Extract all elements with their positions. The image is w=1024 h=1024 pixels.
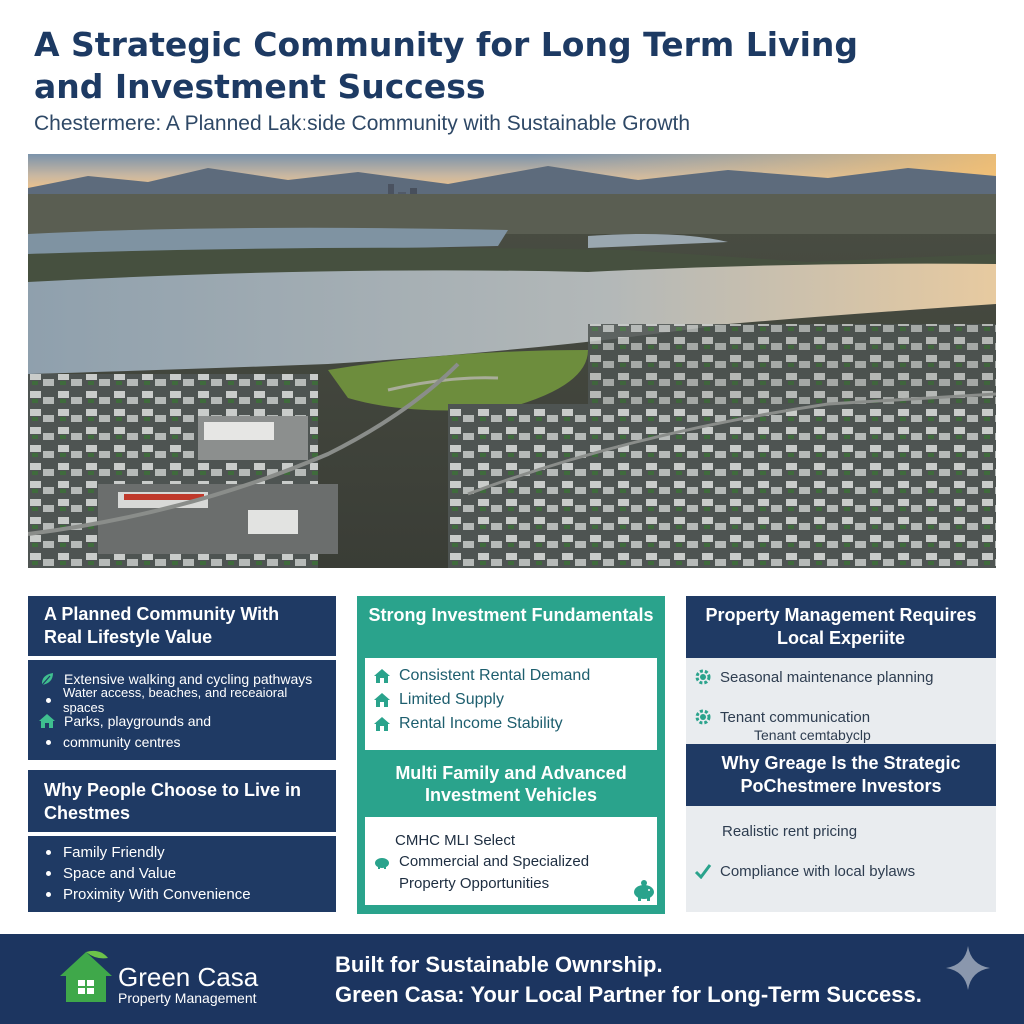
list-item-label: Seasonal maintenance planning	[720, 668, 934, 686]
bullet-icon	[46, 871, 51, 876]
list-item-label: Space and Value	[63, 865, 177, 882]
aerial-photo	[28, 154, 996, 568]
bullet-icon	[46, 698, 51, 703]
why-live-heading: Why People Choose to Live in Chestmes	[28, 770, 336, 832]
list-item	[373, 851, 649, 892]
house-icon	[373, 715, 391, 733]
list-item-label: Commercial and Specialized Property Opportunities	[399, 853, 590, 892]
piggy-bank-icon	[632, 878, 656, 902]
management-heading: Property Management Requires Local Experiite	[686, 596, 996, 658]
tagline-line-1: Built for Sustainable Ownrship.	[335, 952, 663, 977]
list-item-label: Limited Supply	[399, 691, 504, 708]
tagline-line-2: Green Casa: Your Local Partner for Long-Term Success.	[335, 982, 922, 1007]
list-item	[373, 664, 649, 688]
why-greage-heading: Why Greage Is the Strategic PoChestmere Investors	[686, 744, 996, 806]
fundamentals-heading: Strong Investment Fundamentals	[357, 602, 665, 650]
piggy-bank-icon	[373, 853, 391, 871]
list-item	[694, 728, 988, 742]
list-item	[694, 820, 988, 842]
page-title: A Strategic Community for Long Term Living and Investment Success	[34, 25, 859, 106]
brand-name: Green Casa	[118, 962, 259, 992]
list-item-label: Parks, playgrounds and	[64, 713, 212, 729]
leaf-icon	[38, 670, 56, 688]
list-item-label: Tenant communication	[720, 708, 871, 726]
list-item-label: Family Friendly	[63, 844, 165, 861]
bullet-icon	[46, 850, 51, 855]
list-item	[694, 860, 988, 882]
house-icon	[38, 712, 56, 730]
why-live-list	[28, 836, 336, 912]
vehicles-list	[362, 814, 660, 908]
gear-icon	[694, 668, 712, 686]
list-item	[694, 662, 988, 692]
planned-community-list	[28, 660, 336, 760]
list-item-label: Tenant cemtabyclp	[754, 727, 871, 743]
list-item	[38, 685, 326, 715]
list-item	[38, 732, 326, 752]
list-item-label: Water access, beaches, and receaioral spaces	[63, 685, 288, 715]
gear-icon	[694, 708, 712, 726]
management-list	[686, 658, 996, 744]
brand-subtitle: Property Management	[118, 990, 257, 1006]
checkmark-icon	[694, 862, 712, 880]
list-item-label: Consistent Rental Demand	[399, 667, 591, 684]
logo-house-icon	[56, 946, 116, 1006]
planned-community-heading: A Planned Community With Real Lifestyle Value	[28, 596, 336, 656]
house-icon	[373, 667, 391, 685]
list-item-label: Compliance with local bylaws	[720, 862, 916, 880]
list-item-label: Rental Income Stability	[399, 715, 563, 732]
list-item	[38, 863, 326, 884]
list-item-label: Proximity With Convenience	[63, 886, 251, 903]
house-icon	[373, 691, 391, 709]
bullet-icon	[46, 892, 51, 897]
sparkle-icon	[944, 944, 992, 992]
list-item	[38, 884, 326, 905]
list-item-label: CMHC MLI Select	[395, 831, 516, 849]
list-item	[373, 712, 649, 736]
vehicles-heading: Multi Family and Advanced Investment Vehicles	[357, 760, 665, 810]
list-item-label: Realistic rent pricing	[722, 822, 858, 840]
list-item	[38, 842, 326, 863]
bullet-icon	[46, 740, 51, 745]
fundamentals-list	[362, 655, 660, 753]
list-item	[694, 706, 988, 728]
page-subtitle: Chestermere: A Planned Lakːside Community with Sustainable Growth	[34, 112, 690, 135]
list-item	[373, 829, 649, 851]
list-item-label: Extensive walking and cycling pathways	[64, 671, 313, 687]
list-item-label: community centres	[63, 734, 181, 750]
why-greage-list	[686, 806, 996, 912]
list-item	[373, 688, 649, 712]
